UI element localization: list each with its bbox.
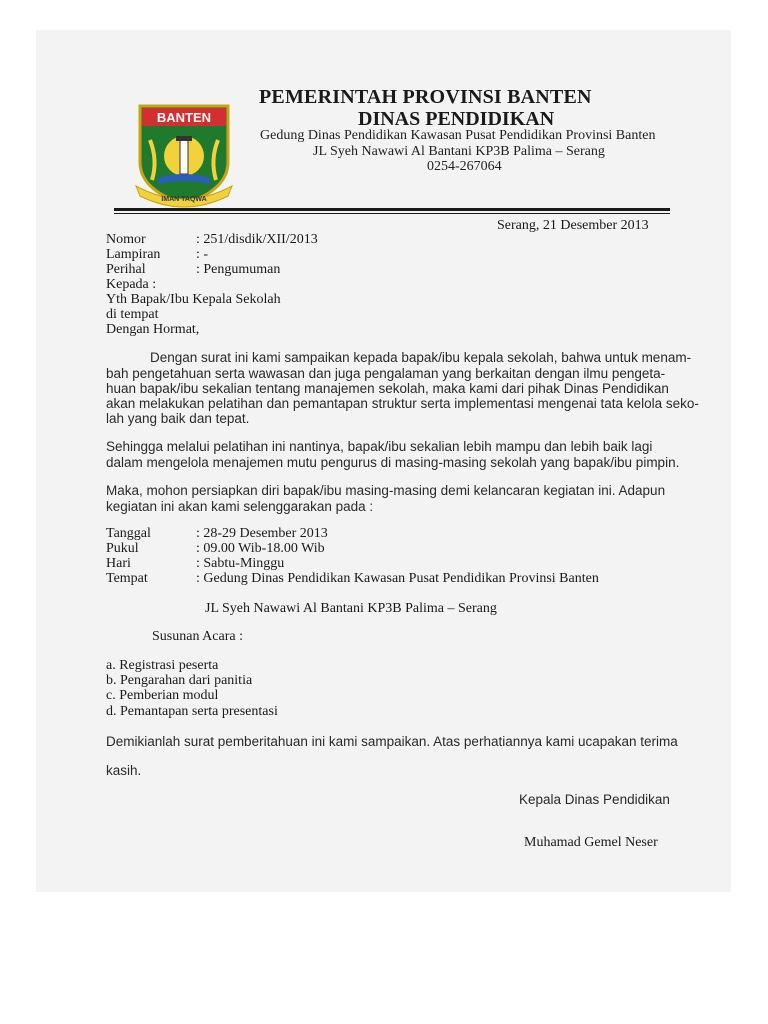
recipient-line: Kepada : xyxy=(106,277,157,292)
salutation: Dengan Hormat, xyxy=(106,322,200,337)
schedule-place-line2: JL Syeh Nawawi Al Bantani KP3B Palima – Serang xyxy=(205,601,497,616)
schedule-label: Pukul xyxy=(106,541,139,556)
banten-emblem-logo xyxy=(128,100,240,208)
recipient-line: di tempat xyxy=(106,307,159,322)
agenda-item: c. Pemberian modul xyxy=(106,688,219,703)
agenda-item: a. Registrasi peserta xyxy=(106,658,219,673)
letterhead-phone: 0254-267064 xyxy=(427,159,502,174)
signer-name: Muhamad Gemel Neser xyxy=(524,835,658,850)
schedule-label: Tempat xyxy=(106,571,148,586)
letterhead-rule xyxy=(114,208,670,211)
schedule-value: : Sabtu-Minggu xyxy=(196,556,285,571)
letterhead-address-line1: Gedung Dinas Pendidikan Kawasan Pusat Pendidikan Provinsi Banten xyxy=(260,128,656,143)
schedule-label: Tanggal xyxy=(106,526,151,541)
meta-value: : - xyxy=(196,247,209,262)
letter-date: Serang, 21 Desember 2013 xyxy=(497,218,649,233)
paragraph-line: bah pengetahuan serta wawasan dan juga pengalaman yang berkaitan dengan ilmu pengeta- xyxy=(106,366,666,381)
recipient-line: Yth Bapak/Ibu Kepala Sekolah xyxy=(106,292,281,307)
paragraph-line: huan bapak/ibu sekalian tentang manajemen sekolah, maka kami dari pihak Dinas Pendidikan xyxy=(106,381,669,396)
paragraph-line: Maka, mohon persiapkan diri bapak/ibu masing-masing demi kelancaran kegiatan ini. Adapun xyxy=(106,483,666,498)
schedule-value: : Gedung Dinas Pendidikan Kawasan Pusat Pendidikan Provinsi Banten xyxy=(196,571,599,586)
closing-line: kasih. xyxy=(106,763,142,778)
letterhead-rule-thin xyxy=(114,213,670,214)
paragraph-line: kegiatan ini akan kami selenggarakan pada : xyxy=(106,499,374,514)
agenda-item: b. Pengarahan dari panitia xyxy=(106,673,253,688)
paragraph-line: dalam mengelola menajemen mutu pengurus di masing-masing sekolah yang bapak/ibu pimpin. xyxy=(106,455,680,470)
meta-value: : 251/disdik/XII/2013 xyxy=(196,232,318,247)
paragraph-line: lah yang baik dan tepat. xyxy=(106,411,250,426)
agenda-item: d. Pemantapan serta presentasi xyxy=(106,704,278,719)
paragraph-line: Dengan surat ini kami sampaikan kepada bapak/ibu kepala sekolah, bahwa untuk menam- xyxy=(150,350,692,365)
meta-label: Lampiran xyxy=(106,247,161,262)
logo-bottom-text: IMAN TAQWA xyxy=(161,196,207,203)
meta-value: : Pengumuman xyxy=(196,262,281,277)
agenda-title: Susunan Acara : xyxy=(152,629,243,644)
paragraph-line: Sehingga melalui pelatihan ini nantinya, bapak/ibu sekalian lebih mampu dan lebih baik lagi xyxy=(106,439,653,454)
letterhead-address-line2: JL Syeh Nawawi Al Bantani KP3B Palima – Serang xyxy=(313,144,605,159)
meta-label: Perihal xyxy=(106,262,146,277)
signer-title: Kepala Dinas Pendidikan xyxy=(519,792,670,807)
letterhead-subtitle: DINAS PENDIDIKAN xyxy=(358,108,555,130)
schedule-label: Hari xyxy=(106,556,131,571)
letterhead-title: PEMERINTAH PROVINSI BANTEN xyxy=(259,86,592,108)
schedule-value: : 09.00 Wib-18.00 Wib xyxy=(196,541,325,556)
paragraph-line: akan melakukan pelatihan dan pemantapan struktur serta implementasi mengenai tata kelola seko- xyxy=(106,396,699,411)
meta-label: Nomor xyxy=(106,232,146,247)
logo-top-text: BANTEN xyxy=(156,110,212,125)
closing-line: Demikianlah surat pemberitahuan ini kami sampaikan. Atas perhatiannya kami ucapakan terima xyxy=(106,734,678,749)
schedule-value: : 28-29 Desember 2013 xyxy=(196,526,328,541)
